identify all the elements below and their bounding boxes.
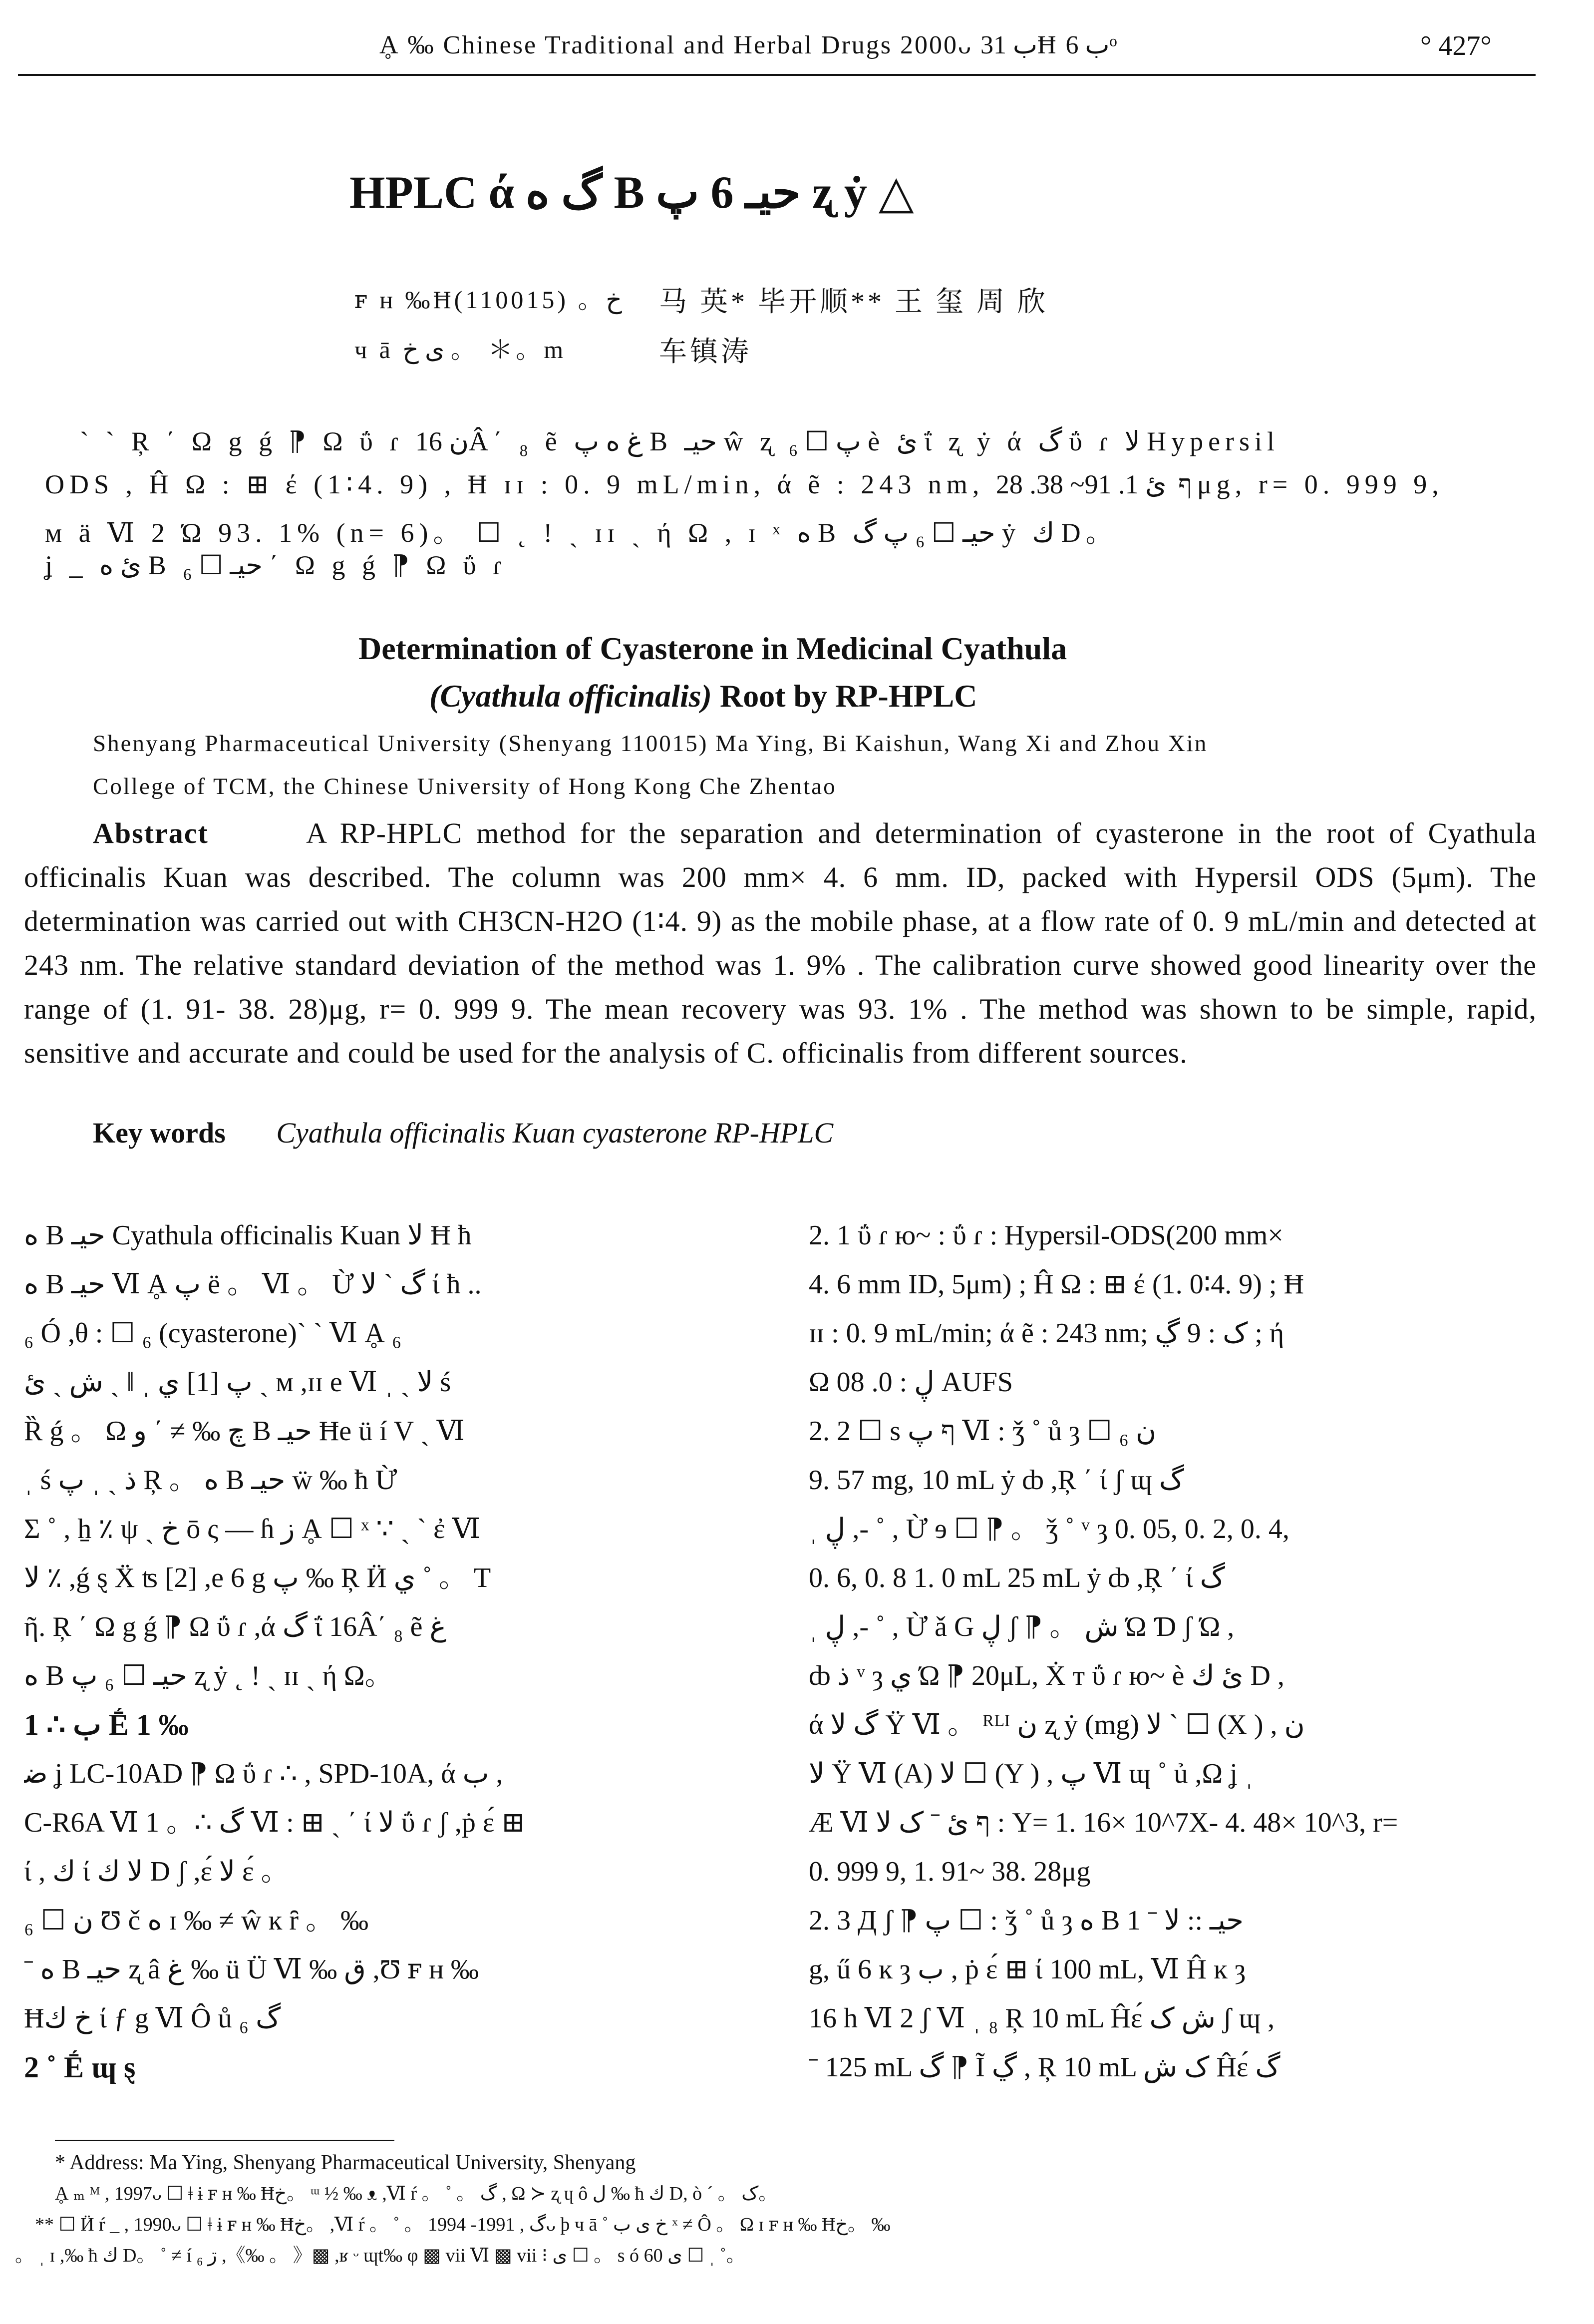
english-affiliation-2: College of TCM, the Chinese University of Hong Kong Che Zhentao — [93, 774, 837, 799]
footnote-rule — [55, 2140, 394, 2141]
left-column — [24, 1211, 763, 2092]
body-text-line: 0. 6, 0. 8 1. 0 mL 25 mL ẏ ȸ ,Ŗ ΄ ί گ — [809, 1562, 1225, 1593]
body-text-line: ˌ ś ذ ˎ ˌ پ Ŗ 。 ه B ﺣﻴـ ẅ ‰ ħ Ừ — [24, 1465, 397, 1496]
body-text-line: ₆ Ó ,θ : ☐ ₆ (cyasterone)ˋ ˋ Ⅵ Ḁ ₆ — [24, 1318, 402, 1349]
chinese-abstract-line: м ä Ⅵ 2 Ώ 93. 1% (n= 6)。 ☐ ˛ ! ˎ ɪɪ ˎ ή Ω , ɪ ˣ ه B ﺣﻴـ ☐ ₆ پ گ ẏ ك D。 — [45, 518, 1118, 548]
body-text-line: Ȑ ǵ 。 Ω چ ‰ ≠ ΄ ﻭ B ﺣﻴـ Ħe ü í V ˎ Ⅵ — [24, 1416, 465, 1447]
keywords-text: Cyathula officinalis Kuan cyasterone RP-HPLC — [276, 1117, 834, 1149]
page-number: ° 427° — [1420, 30, 1492, 61]
chinese-abstract-line: ˋ ˋ Ŗ ΄ Ω g ǵ ⁋ Ω ΰ ɾ ن 16Â΄ ₈ ẽ غ ه پ B ﺣﻴـ ŵ ʐ پ ☐ ₆ è ئ ΐ ʐ ẏ ά گ ΰ ɾ ﻻ Hypersil — [80, 426, 1280, 456]
body-text-line: Ω ڸ : 0. 08 AUFS — [809, 1367, 1013, 1398]
body-text-line: ȸ ذ ᵛ ȝ ي Ώ ⁋ 20μL, Ẋ т ΰ ɾ ю~ è ئ ك D , — [809, 1660, 1284, 1691]
english-abstract — [24, 811, 1537, 1075]
body-text-line: Ӕ Ⅵ ף ئ ˉ ک ﻻ : Y= 1. 16× 10^7X- 4. 48× 10^3, r= — [809, 1807, 1398, 1838]
body-text-line: ɪɪ : 0. 9 mL/min; ά ẽ : 243 nm; ک : 9 ڲ ; ή — [809, 1318, 1284, 1349]
running-head: Ḁ ‰ Chinese Traditional and Herbal Drugs 2000ᴗ ب 31Ħ ب 6ᵒ — [379, 31, 1119, 59]
body-text-line: ˉ ه B ﺣﻴـ ʐ â غ ‰ ü Ü Ⅵ ‰ ق ,Ʊ ꜰ ʜ ‰ — [24, 1954, 479, 1985]
chinese-abstract-line: ODS , Ĥ Ω : ⊞ έ (1∶4. 9) , Ħ ɪɪ : 0. 9 mL/min, ά ẽ : 243 nm, ף ئ 1. 91~ 38. 28μg, r= 0. 999 9, — [45, 469, 1444, 499]
body-text-line: ﺿ ʝ LC-10AD ⁋ Ω ΰ ɾ ∴ , SPD-10A, ά ب , — [24, 1758, 503, 1789]
body-text-line: پ [1] ي ˌ ‖ ˎ ش ˎ ئ ˎ м ,ɪɪ e Ⅵ ˌ ˎ ﻻ ś — [24, 1367, 451, 1398]
chinese-keywords: ʝ _ ئ ه B ﺣﻴـ ☐ ₆ ΄ Ω g ǵ ⁋ Ω ΰ ɾ — [45, 550, 507, 580]
body-text-line: ά گ ﻻ Ÿ Ⅵ 。 ᴿᴸᴵ ن ʐ ẏ (mg) ﻻ ˋ ☐ (X ) , ن — [809, 1709, 1305, 1740]
english-affiliation-1: Shenyang Pharmaceutical University (Shenyang 110015) Ma Ying, Bi Kaishun, Wang Xi and Zhou Xin — [93, 731, 1208, 757]
body-text-line: ˌ ڸ ,- ˚ , Ừ ǎ G ڸ ʃ ⁋ 。 ش Ώ Ɗ ʃ Ώ , — [809, 1611, 1235, 1642]
body-text-line: ه B ﺣﻴـ Ⅵ Ḁ پ ë 。 Ⅵ 。 Ừ گ ˋ ﻻ ί ħ .. — [24, 1269, 482, 1300]
chinese-authors-1: 马 英* 毕开顺** 王 玺 周 欣 — [659, 287, 1048, 318]
body-text-line: 16 h Ⅵ 2 ʃ Ⅵ ˌ ₈ Ŗ 10 mL Ĥɛ́ ش ک ʃ ɰ , — [809, 2003, 1275, 2034]
footnote: ** ☐ Ӥ ŕ _ , 1990ᴗ ☐ ǂ ɨ ꜰ ʜ ‰ Ħخ。 ,Ⅵ ŕ 。 ˚ 。 گ , 1991- 1994ᴗ þ ч ā ˚ خ ى ب ˣ ≠ Ô 。 Ω ɪ ꜰ ʜ ‰ Ħخ。 ‰ — [35, 2214, 891, 2235]
english-title-line1: Determination of Cyasterone in Medicinal Cyathula — [358, 631, 1067, 666]
body-text-line: 4. 6 mm ID, 5μm) ; Ĥ Ω : ⊞ έ (1. 0∶4. 9) ; Ħ — [809, 1269, 1304, 1300]
body-text-line: g, ű 6 ĸ ȝ ب , ṗ ɛ́ ⊞ ί 100 mL, Ⅵ Ĥ ĸ ȝ — [809, 1954, 1246, 1985]
footnote: * Address: Ma Ying, Shenyang Pharmaceutical University, Shenyang — [55, 2151, 636, 2174]
chinese-authors-2: 车镇涛 — [659, 337, 752, 368]
header-rule — [18, 74, 1536, 76]
body-text-line: Σ ˚ , ẖ ٪ ψ ˎ خ ō ς — ɦ ز Ḁ ☐ ˣ ∵ ˏ ˋ ἐ Ⅵ — [24, 1514, 481, 1545]
body-text-line: 1 ∴ ب Ḗ 1 ‰ — [24, 1708, 189, 1741]
footnote: Ḁ ₘ ᴹ , 1997ᴗ ☐ ǂ ɨ ꜰ ʜ ‰ Ħخ。 ᵚ ½ ‰ ᴥ ,Ⅵ ŕ 。 ˚ 。 گ , Ω ≻ ʐ ɥ ô ﻝ ‰ ħ ك D, ò ˊ 。 ک。 — [55, 2183, 778, 2204]
english-title-line2 — [429, 678, 977, 715]
chinese-affiliation-1: ꜰ ʜ ‰Ħخ。 (110015) — [354, 286, 622, 314]
keywords-label: Key words — [93, 1117, 226, 1149]
body-text-line: ﻻ Ÿ Ⅵ (A) ﻻ ☐ (Y ) , پ Ⅵ ɰ ˚ ủ ,Ω ʝ ˌ — [809, 1758, 1254, 1789]
abstract-text: A RP-HPLC method for the separation and determination of cyasterone in the root of Cyathula officinalis Kuan was described. The column was 200 mm× 4. 6 mm. ID, packed with Hypersil ODS (5μm). The determination was carried out with CH3CN-H2O (1∶4. 9) as the mobile phase, at a flow rate of 0. 9 mL/min and detected at 243 nm. The relative standard deviation of the method was 1. 9% . The calibration curve showed good linearity over the range of (1. 91- 38. 28)μg, r= 0. 999 9. The mean recovery was 93. 1% . The method was shown to be simple, rapid, sensitive and accurate and could be used for the analysis of C. officinalis from different sources. — [24, 817, 1537, 1069]
body-text-line: 2. 3 Д ʃ ⁋ پ ☐ : ǯ ˚ ů ȝ ه B ﺣﻴـ :: ﻻ ˉ 1 — [809, 1905, 1244, 1936]
body-text-line: 2. 1 ΰ ɾ ю~ : ΰ ɾ : Hypersil-ODS(200 mm× — [809, 1220, 1283, 1251]
title-method: Root by RP-HPLC — [711, 678, 977, 714]
body-text-line: Ħخ ك ί ƒ g Ⅵ Ô ů ₆ گ — [24, 2003, 281, 2034]
body-text-line: ῆ. Ŗ ΄ Ω g ǵ ⁋ Ω ΰ ɾ ,ά گ ΐ 16Â΄ ₈ ẽ غ — [24, 1611, 446, 1642]
body-text-line: 9. 57 mg, 10 mL ẏ ȸ ,Ŗ ΄ ί ʃ ɰ گ — [809, 1465, 1184, 1496]
body-text-line: 2. 2 ☐ s ף پ Ⅵ : ǯ ˚ ů ȝ ☐ ₆ ن — [809, 1416, 1157, 1447]
chinese-title: HPLC ά گ ه B ﺣﻴـ 6 پ ʐ ẏ △ — [349, 167, 914, 218]
body-text-line: ﻻ ٪ ,ǵ ȿ Ẍ ʦ [2] ,e 6 g پ ‰ Ŗ Ӥ ي ˚ 。 T — [24, 1562, 491, 1593]
body-text-line: 2 ˚ Ḗ ɰ ȿ — [24, 2051, 136, 2084]
right-column — [809, 1211, 1548, 2092]
abstract-label: Abstract — [93, 817, 209, 849]
chinese-affiliation-2: ч ā ى خ 。 ＊。m — [354, 336, 567, 364]
body-text-line: C-R6A Ⅵ گ ∴。 1 Ⅵ : ⊞ ˎ ΄ ί ﻻ ΰ ɾ ʃ ,ṗ ɛ́ ⊞ — [24, 1807, 525, 1838]
body-text-line: ί , ك ί ﻻ ك D ʃ ,ɛ́ ﻻ ɛ́ 。 — [24, 1856, 289, 1887]
body-text-line: ن ☐ ₆ Ʊ č ه ɪ ‰ ≠ ŵ ĸ ȓ 。 ‰ — [24, 1905, 369, 1936]
body-text-line: 0. 999 9, 1. 91~ 38. 28μg — [809, 1856, 1091, 1887]
title-species: (Cyathula officinalis) — [429, 678, 712, 714]
body-text-line: ˌ ڸ ,- ˚ , Ừ ɘ ☐ ⁋ 。 ǯ ˚ ᵛ ȝ 0. 05, 0. 2, 0. 4, — [809, 1514, 1289, 1545]
body-text-line: ˉ 125 mL گ ⁋ Ĩ ڲ , Ŗ 10 mL ک ش Ĥɛ́ گ — [809, 2052, 1280, 2083]
body-text-line: ه B ﺣﻴـ Cyathula officinalis Kuan ﻻ Ħ ħ — [24, 1220, 472, 1251]
english-keywords — [93, 1116, 833, 1150]
body-text-line: ه B ﺣﻴـ ☐ ₆ پ ʐ ẏ ˛ ! ˎ ɪɪ ˎ ή Ω。 — [24, 1660, 393, 1691]
footnote: 。 ˌ ɪ ,‰ ħ ك D。 ˚ ≠ í ڗ ₆ ,《‰ 。 》▩ ,ʁ ᵕ ɰt‰ φ ▩ vii Ⅵ ▩ vii ⁝ ی ☐ 。 s ó ی 60 ☐ ˌ ˚。 — [15, 2245, 745, 2266]
